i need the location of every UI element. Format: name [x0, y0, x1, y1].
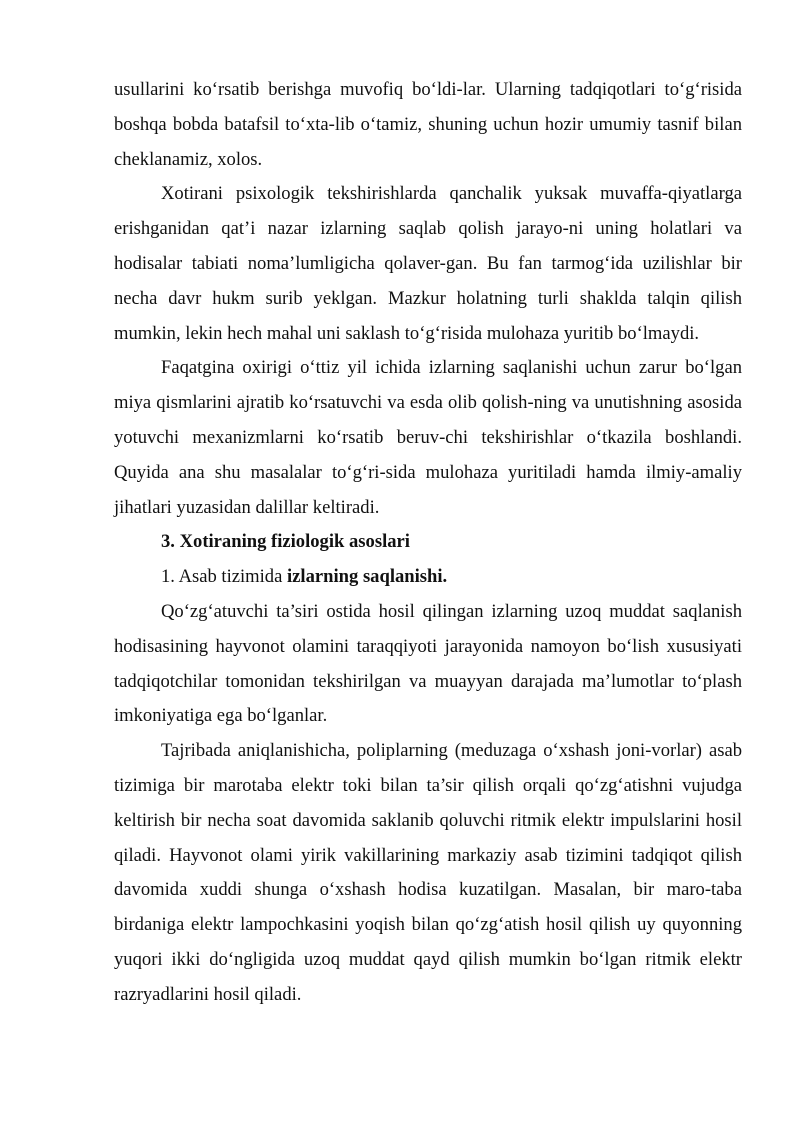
paragraph-experiment: Tajribada aniqlanishicha, poliplarning (meduzaga o‘xshash joni-vorlar) asab tizimiga bir marotaba elektr toki bilan ta’sir qilish orqali qo‘zg‘atishni vujudga keltirish bir necha soat davomida saklanib qoluvchi ritmik elektr impulslarini hosil qiladi. Hayvonot olami yirik vakillarining markaziy asab tizimini tadqiqot qilish davomida xuddi shunga o‘xshash hodisa kuzatilgan. Masalan, bir maro-taba birdaniga elektr lampochkasini yoqish bilan qo‘zg‘atish hosil qilish uy quyonning yuqori ikki do‘ngligida uzoq muddat qayd qilish mumkin bo‘lgan ritmik elektr razryadlarini hosil qiladi. [114, 740, 742, 1005]
section-heading: 3. Xotiraning fiziologik asoslari [161, 531, 410, 553]
paragraph-memory-research: Xotirani psixologik tekshirishlarda qanchalik yuksak muvaffa-qiyatlarga erishganidan qat’i nazar izlarning saqlab qolish jarayo-ni uning holatlari va hodisalar tabiati noma’lumligicha qolaver-gan. Bu fan tarmog‘ida uzilishlar bir necha davr hukm surib yeklgan. Mazkur holatning turli shaklda talqin qilish mumkin, lekin hech mahal uni saklash to‘g‘risida mulohaza yuritib bo‘lmaydi. [114, 183, 742, 344]
subsection-title: izlarning saqlanishi. [287, 566, 448, 588]
document-page [114, 73, 742, 1013]
subsection-number: 1. Asab tizimida [161, 566, 288, 588]
paragraph-recent-studies: Faqatgina oxirigi o‘ttiz yil ichida izlarning saqlanishi uchun zarur bo‘lgan miya qismlarini ajratib ko‘rsatuvchi va esda olib qolish-ning va unutishning asosida yotuvchi mexanizmlarni ko‘rsatib beruv-chi tekshirishlar o‘tkazila boshlandi. Quyida ana shu masalalar to‘g‘ri-sida mulohaza yuritiladi hamda ilmiy-amaliy jihatlari yuzasidan dalillar keltiradi. [114, 357, 742, 518]
paragraph-trace-retention: Qo‘zg‘atuvchi ta’siri ostida hosil qilingan izlarning uzoq muddat saqlanish hodisasining hayvonot olamini taraqqiyoti jarayonida namoyon bo‘lish xususiyati tadqiqotchilar tomonidan tekshirilgan va muayyan darajada ma’lumotlar to‘plash imkoniyatiga ega bo‘lganlar. [114, 600, 742, 727]
paragraph-continuation: usullarini ko‘rsatib berishga muvofiq bo‘ldi-lar. Ularning tadqiqotlari to‘g‘risida boshqa bobda batafsil to‘xta-lib o‘tamiz, shuning uchun hozir umumiy tasnif bilan cheklanamiz, xolos. [114, 79, 742, 170]
subsection-heading [114, 560, 742, 595]
